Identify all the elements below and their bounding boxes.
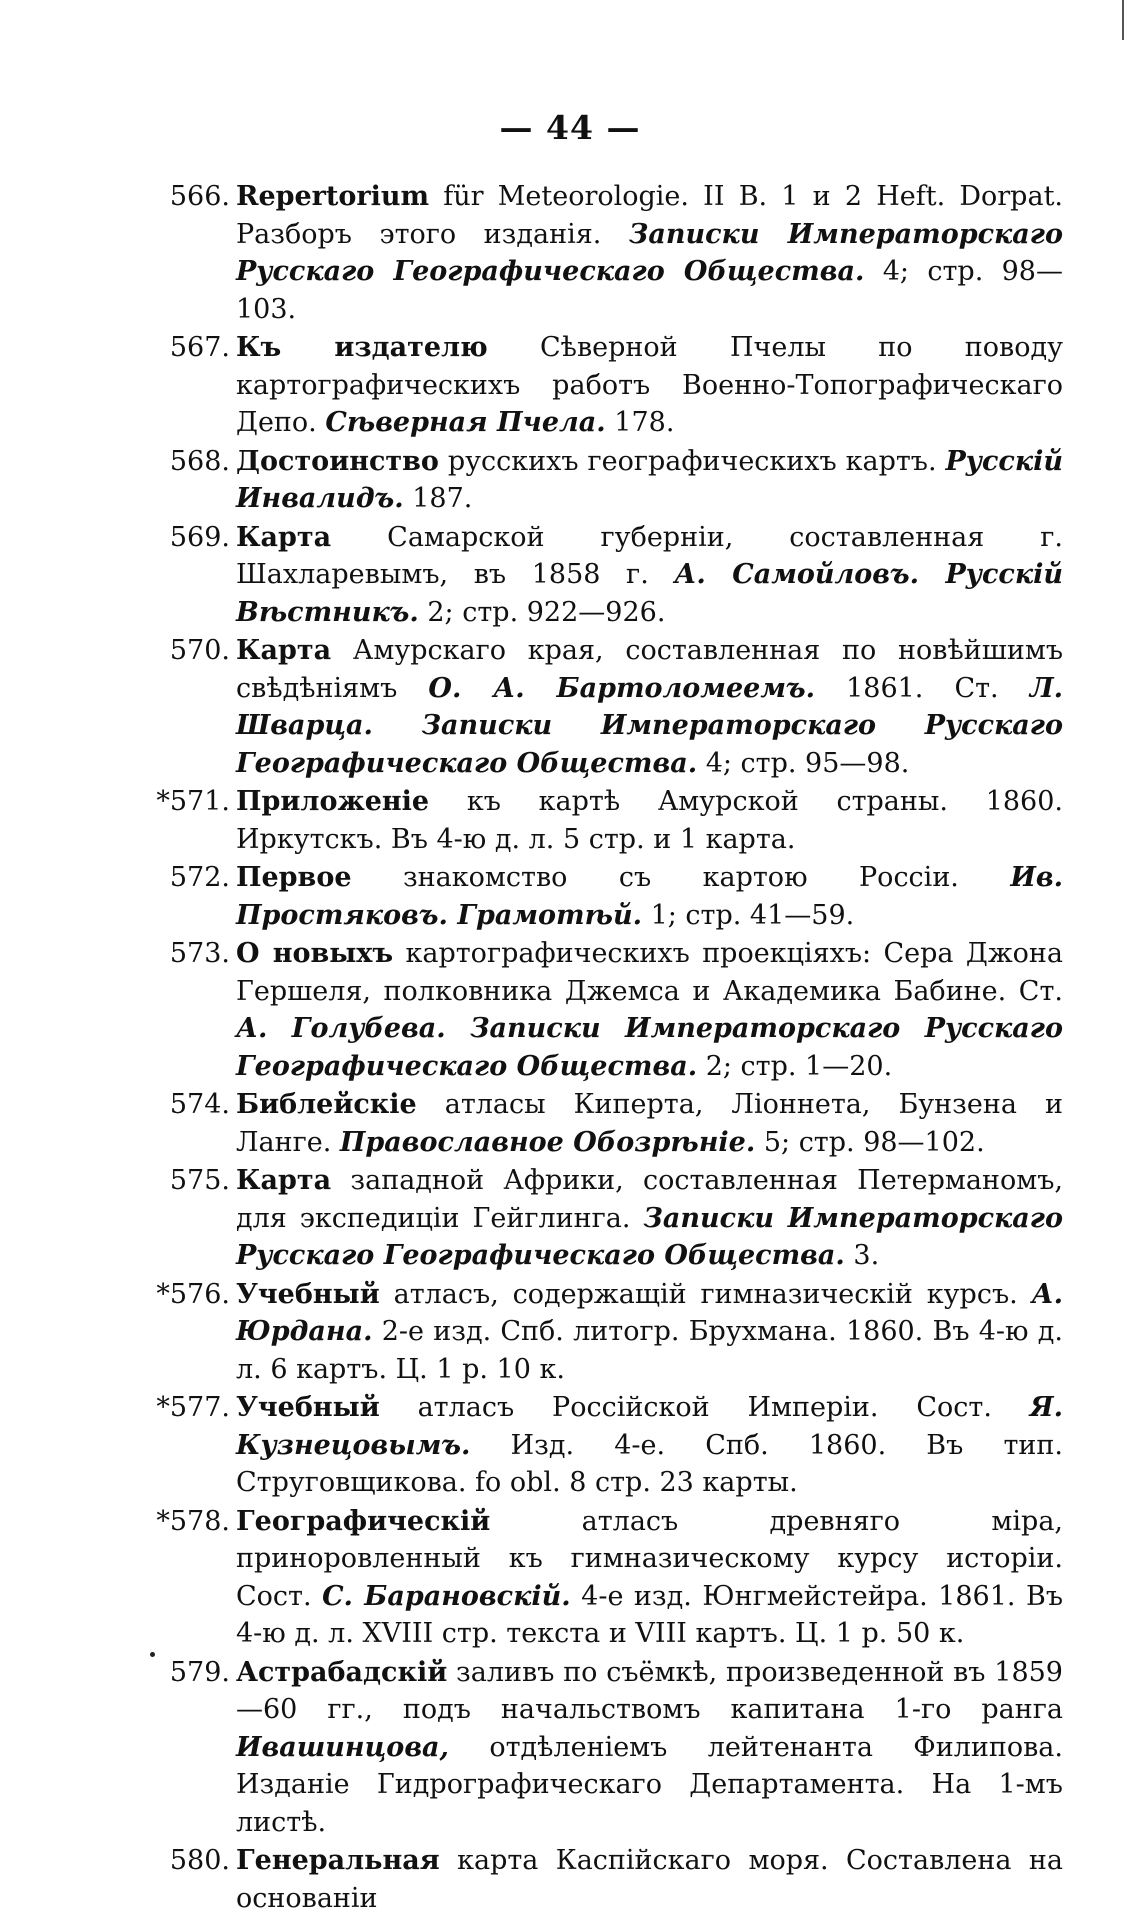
entry-heading: Карта <box>236 635 332 666</box>
entry-tail: 1861. Ст. <box>815 672 1030 704</box>
bibliography-entry <box>158 632 1063 782</box>
bibliography-entry <box>158 935 1063 1085</box>
entry-source: Записки Императорскаго Русскаго Географическаго Общества. <box>236 218 1063 287</box>
bibliography-entry <box>158 329 1063 442</box>
entry-number: *571. <box>156 786 230 817</box>
entry-source: С. Барановскій. <box>322 1580 571 1612</box>
bibliography-entry <box>158 443 1063 518</box>
entry-heading: Карта <box>236 1165 332 1196</box>
entry-heading: Учебный <box>236 1278 380 1310</box>
entry-tail: 2; стр. 922—926. <box>418 596 666 628</box>
entry-tail: 2-е изд. Спб. литогр. Брухмана. 1860. Въ 4-ю д. л. 6 картъ. Ц. 1 р. 10 к. <box>236 1316 1063 1385</box>
entry-heading: Генеральная <box>236 1845 440 1876</box>
entry-number: 568. <box>169 445 230 477</box>
entry-source: Записки Императорскаго Русскаго Географическаго Общества. <box>236 1202 1063 1271</box>
entry-source: О. А. Бартоломеемъ. <box>428 672 816 704</box>
bibliography-list <box>158 178 1063 1918</box>
bibliography-entry <box>158 519 1063 632</box>
entry-tail-secondary: 4; стр. 95—98. <box>697 747 910 779</box>
print-speck <box>150 1652 155 1657</box>
entry-tail: отдѣленіемъ лейтенанта Филипова. Изданіе Гидрографическаго Департамента. На 1-мъ листѣ. <box>236 1731 1063 1838</box>
entry-source: Ив. Простяковъ. Грамотѣй. <box>236 862 1063 931</box>
page-number: — 44 — <box>499 108 641 147</box>
entry-source: Я. Кузнецовымъ. <box>236 1392 1063 1461</box>
entry-tail: 1; стр. 41—59. <box>641 899 855 931</box>
bibliography-entry <box>158 1842 1063 1917</box>
entry-number: 566. <box>169 181 230 212</box>
entry-number: 573. <box>169 938 230 969</box>
entry-tail: 178. <box>605 407 675 438</box>
entry-heading: Къ издателю <box>236 332 488 363</box>
entry-tail: Изд. 4-е. Спб. 1860. Въ тип. Струговщикова. fo obl. 8 стр. 23 карты. <box>236 1429 1063 1498</box>
bibliography-entry <box>158 1389 1063 1502</box>
entry-number: 569. <box>169 521 230 553</box>
bibliography-entry <box>158 1086 1063 1161</box>
entry-number: 567. <box>169 332 230 363</box>
entry-heading: Карта <box>236 521 332 553</box>
bibliography-entry <box>158 783 1063 858</box>
entry-tail: 4-е изд. Юнгмейстейра. 1861. Въ 4-ю д. л. XVIII стр. текста и VIII картъ. Ц. 1 р. 50 к. <box>236 1580 1063 1649</box>
entry-number: 580. <box>169 1845 230 1876</box>
entry-heading: Достоинство <box>236 445 439 477</box>
entry-heading: Библейскіе <box>236 1089 417 1120</box>
entry-number: 575. <box>169 1165 230 1196</box>
entry-number: 574. <box>169 1089 230 1120</box>
entry-text: заливъ по съёмкѣ, произведенной въ 1859—60 гг., подъ начальствомъ капитана 1-го ранга <box>236 1656 1063 1725</box>
entry-source: Сѣверная Пчела. <box>325 407 606 438</box>
bibliography-entry <box>158 1654 1063 1842</box>
entry-text: für Meteorologie. II B. 1 и 2 Heft. Dorpat. Разборъ этого изданія. <box>236 181 1063 250</box>
entry-text: атласъ, содержащій гимназическій курсъ. <box>379 1278 1032 1310</box>
entry-text: Самарской губерніи, составленная г. Шахларевымъ, въ 1858 г. <box>236 521 1063 590</box>
entry-tail: 4; стр. 98—103. <box>236 256 1063 325</box>
entry-text: атласъ Россійской Имперіи. Сост. <box>379 1392 1030 1423</box>
entry-heading: Астрабадскій <box>236 1656 448 1688</box>
entry-text: атласы Киперта, Ліоннета, Бунзена и Ланге. <box>236 1089 1063 1158</box>
entry-text: картографическихъ проекціяхъ: Сера Джона Гершеля, полковника Джемса и Академика Бабине. Ст. <box>236 938 1063 1007</box>
entry-tail: 187. <box>403 483 473 514</box>
entry-source: Русскій Инвалидъ. <box>236 445 1063 514</box>
entry-heading: Учебный <box>236 1392 380 1423</box>
entry-number: *577. <box>156 1392 230 1423</box>
entry-text: западной Африки, составленная Петерманомъ, для экспедиціи Гейглинга. <box>236 1165 1063 1234</box>
entry-tail: 2; стр. 1—20. <box>697 1050 893 1082</box>
entry-number: 579. <box>169 1656 230 1688</box>
entry-heading: Repertorium <box>236 181 430 212</box>
entry-number: *578. <box>156 1505 230 1537</box>
entry-number: 570. <box>169 635 230 666</box>
entry-text: Сѣверной Пчелы по поводу картографическихъ работъ Военно-Топографическаго Депо. <box>236 332 1063 438</box>
bibliography-entry <box>158 1503 1063 1653</box>
entry-heading: Первое <box>236 862 352 893</box>
bibliography-entry <box>158 1162 1063 1275</box>
entry-source: Ивашинцова, <box>236 1731 449 1763</box>
entry-tail: 3. <box>844 1240 880 1271</box>
entry-text: русскихъ географическихъ картъ. <box>438 445 946 477</box>
entry-heading: Географическій <box>236 1505 491 1537</box>
entry-text: знакомство съ картою Россіи. <box>351 862 1011 893</box>
entry-text: атласъ древняго міра, приноровленный къ гимназическому курсу исторіи. Сост. <box>236 1505 1063 1612</box>
bibliography-entry <box>158 859 1063 934</box>
entry-number: 572. <box>169 862 230 893</box>
entry-source-secondary: Л. Шварца. Записки Императорскаго Русскаго Географическаго Общества. <box>236 672 1063 779</box>
entry-text: карта Каспійскаго моря. Составлена на основаніи <box>236 1845 1063 1914</box>
entry-source: А. Голубева. Записки Императорскаго Русскаго Географическаго Общества. <box>236 1013 1063 1082</box>
entry-text: Амурскаго края, составленная по новѣйшимъ свѣдѣніямъ <box>236 635 1063 704</box>
entry-number: *576. <box>156 1278 230 1310</box>
entry-source: А. Самойловъ. Русскій Вѣстникъ. <box>236 559 1063 628</box>
entry-tail: 5; стр. 98—102. <box>755 1126 985 1158</box>
entry-source: А. Юрдана. <box>236 1278 1063 1347</box>
entry-heading: Приложеніе <box>236 786 430 817</box>
bibliography-entry <box>158 178 1063 328</box>
entry-text: къ картѣ Амурской страны. 1860. Иркутскъ. Въ 4-ю д. л. 5 стр. и 1 карта. <box>236 786 1063 855</box>
entry-source: Православное Обозрѣніе. <box>339 1126 756 1158</box>
entry-heading: О новыхъ <box>236 938 394 969</box>
page-edge-line <box>1122 0 1124 40</box>
bibliography-entry <box>158 1276 1063 1389</box>
